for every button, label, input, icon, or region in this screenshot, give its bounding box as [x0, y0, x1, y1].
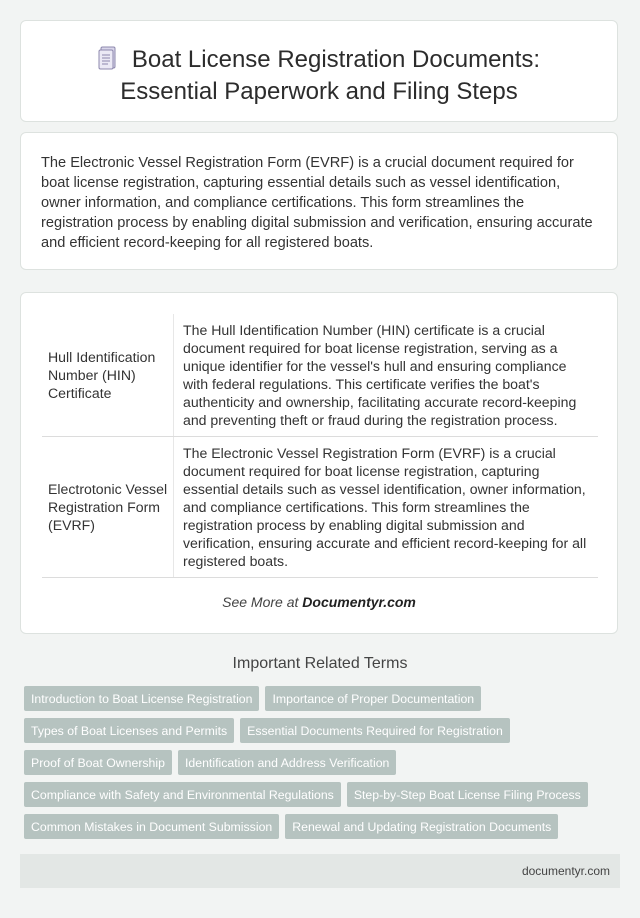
title-line-1: Boat License Registration Documents:: [131, 46, 541, 73]
documents-table-card: [20, 292, 618, 634]
related-term-tag[interactable]: Identification and Address Verification: [178, 750, 396, 775]
documents-table: [42, 314, 598, 578]
see-more-prefix: See More at: [222, 594, 303, 610]
related-term-tag[interactable]: Proof of Boat Ownership: [24, 750, 172, 775]
related-term-tag[interactable]: Essential Documents Required for Registration: [240, 718, 510, 743]
table-term: Hull Identification Number (HIN) Certificate: [42, 314, 174, 437]
page-title: [21, 45, 617, 106]
table-row: [42, 437, 598, 578]
related-term-tag[interactable]: Renewal and Updating Registration Documents: [285, 814, 558, 839]
related-terms-list: [24, 686, 624, 846]
table-row: [42, 314, 598, 437]
table-term: Electrotonic Vessel Registration Form (EVRF): [42, 437, 174, 578]
document-icon: [98, 46, 118, 77]
related-term-tag[interactable]: Types of Boat Licenses and Permits: [24, 718, 234, 743]
footer-site[interactable]: documentyr.com: [521, 864, 610, 878]
related-term-tag[interactable]: Introduction to Boat License Registration: [24, 686, 259, 711]
see-more-site[interactable]: Documentyr.com: [302, 594, 416, 610]
title-line-2: Essential Paperwork and Filing Steps: [120, 78, 518, 105]
table-description: The Electronic Vessel Registration Form (EVRF) is a crucial document required for boat license registration, capturing essential details such as vessel identification, owner information, and compliance certifications. This form streamlines the registration process by enabling digital submission and verification, ensuring accurate and efficient record-keeping for all registered boats.: [174, 437, 599, 578]
related-term-tag[interactable]: Importance of Proper Documentation: [265, 686, 481, 711]
intro-text: The Electronic Vessel Registration Form (EVRF) is a crucial document required for boat license registration, capturing essential details such as vessel identification, owner information, and compliance certifications. This form streamlines the registration process by enabling digital submission and verification, ensuring accurate and efficient record-keeping for all registered boats.: [41, 155, 593, 251]
intro-card: [20, 132, 618, 270]
title-card: [20, 20, 618, 122]
related-term-tag[interactable]: Compliance with Safety and Environmental Regulations: [24, 782, 341, 807]
related-term-tag[interactable]: Common Mistakes in Document Submission: [24, 814, 279, 839]
related-term-tag[interactable]: Step-by-Step Boat License Filing Process: [347, 782, 588, 807]
related-terms-heading: Important Related Terms: [232, 655, 408, 672]
table-description: The Hull Identification Number (HIN) certificate is a crucial document required for boat license registration, serving as a unique identifier for the vessel's hull and ensuring compliance with federal regulations. This certificate verifies the boat's authenticity and ownership, facilitating accurate record-keeping and preventing theft or fraud during the registration process.: [174, 314, 599, 437]
footer: [20, 854, 620, 888]
see-more-link[interactable]: [21, 594, 617, 610]
